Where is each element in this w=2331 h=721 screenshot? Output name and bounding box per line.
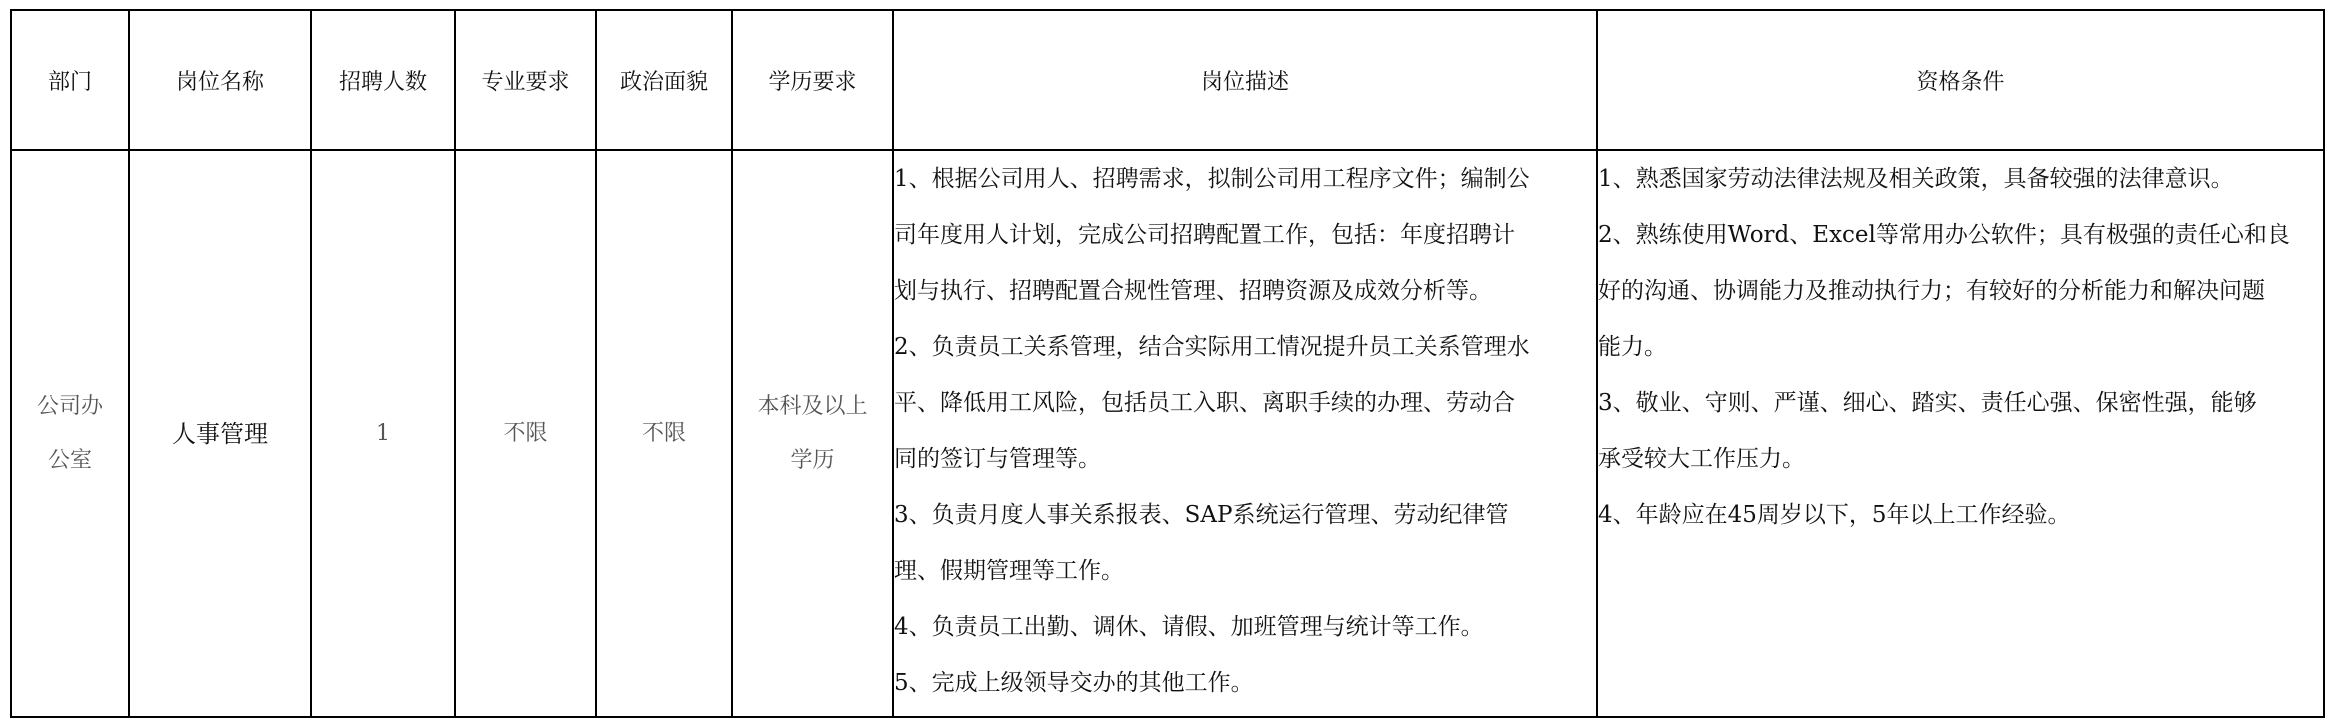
- header-job-description: 岗位描述: [893, 10, 1597, 150]
- cell-political: 不限: [596, 150, 732, 717]
- description-line: 3、负责月度人事关系报表、SAP系统运行管理、劳动纪律管: [894, 502, 1509, 528]
- description-line: 4、负责员工出勤、调休、请假、加班管理与统计等工作。: [894, 614, 1484, 640]
- cell-qualifications: [1597, 150, 2324, 717]
- cell-description: [893, 150, 1597, 717]
- table-row: [11, 150, 2324, 717]
- education-text: 本科及以上学历: [757, 393, 868, 473]
- description-line: 1、根据公司用人、招聘需求，拟制公司用工程序文件；编制公: [894, 166, 1530, 192]
- header-position-name: 岗位名称: [129, 10, 311, 150]
- cell-position: 人事管理: [129, 150, 311, 717]
- department-text: 公司办公室: [36, 393, 103, 473]
- header-row: [11, 10, 2324, 150]
- qualification-line: 能力。: [1598, 334, 1667, 360]
- cell-count: 1: [311, 150, 455, 717]
- header-qualifications: 资格条件: [1597, 10, 2324, 150]
- header-hiring-count: 招聘人数: [311, 10, 455, 150]
- cell-education: [732, 150, 893, 717]
- cell-department: [11, 150, 129, 717]
- recruitment-table: [10, 9, 2325, 718]
- description-line: 理、假期管理等工作。: [894, 558, 1124, 584]
- description-line: 2、负责员工关系管理，结合实际用工情况提升员工关系管理水: [894, 334, 1530, 360]
- description-line: 划与执行、招聘配置合规性管理、招聘资源及成效分析等。: [894, 278, 1492, 304]
- description-line: 5、完成上级领导交办的其他工作。: [894, 670, 1254, 696]
- description-line: 司年度用人计划，完成公司招聘配置工作，包括：年度招聘计: [894, 222, 1515, 248]
- description-line: 同的签订与管理等。: [894, 446, 1101, 472]
- qualification-line: 2、熟练使用Word、Excel等常用办公软件；具有极强的责任心和良: [1598, 222, 2290, 248]
- header-department: 部门: [11, 10, 129, 150]
- header-political-status: 政治面貌: [596, 10, 732, 150]
- cell-major: 不限: [455, 150, 596, 717]
- header-education-requirement: 学历要求: [732, 10, 893, 150]
- description-line: 平、降低用工风险，包括员工入职、离职手续的办理、劳动合: [894, 390, 1515, 416]
- qualification-line: 1、熟悉国家劳动法律法规及相关政策，具备较强的法律意识。: [1598, 166, 2234, 192]
- qualification-line: 4、年龄应在45周岁以下，5年以上工作经验。: [1598, 502, 2071, 528]
- qualification-line: 承受较大工作压力。: [1598, 446, 1805, 472]
- header-major-requirement: 专业要求: [455, 10, 596, 150]
- qualification-line: 3、敬业、守则、严谨、细心、踏实、责任心强、保密性强，能够: [1598, 390, 2257, 416]
- qualification-line: 好的沟通、协调能力及推动执行力；有较好的分析能力和解决问题: [1598, 278, 2265, 304]
